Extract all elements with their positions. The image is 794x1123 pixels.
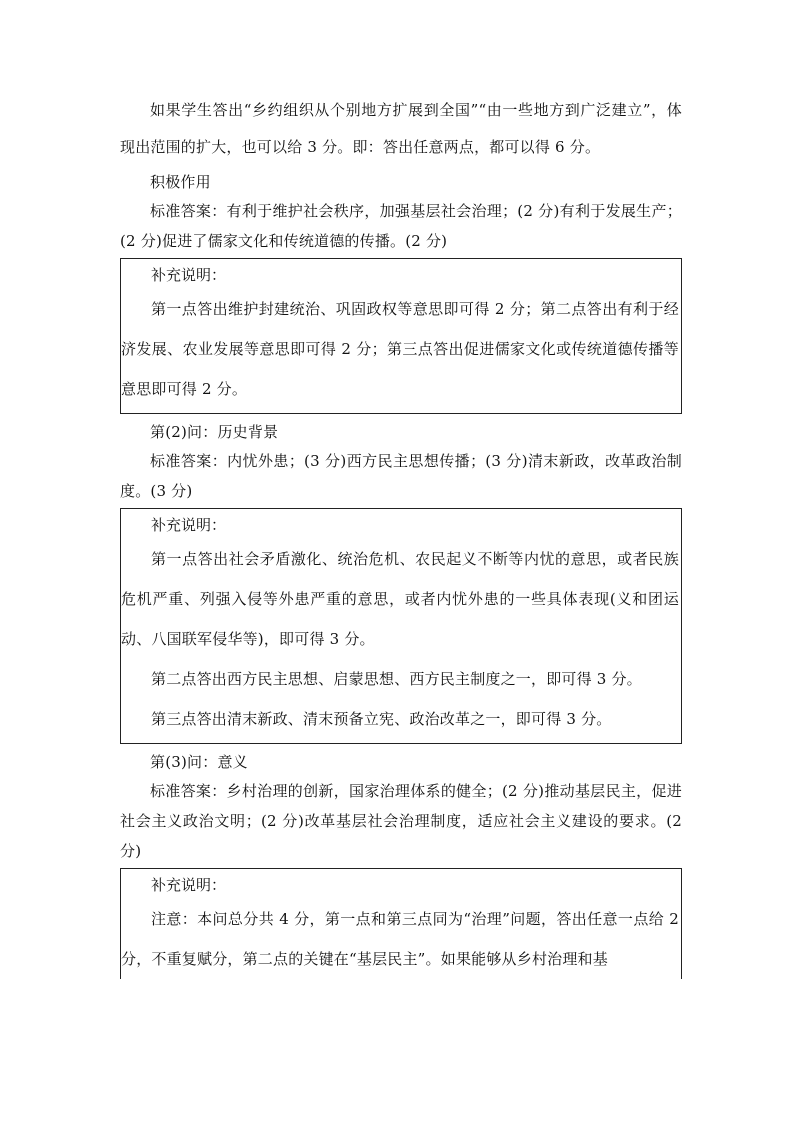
intro-paragraph: 如果学生答出“乡约组织从个别地方扩展到全国”“由一些地方到广泛建立”，体现出范围的扩大，也可以给 3 分。即：答出任意两点，都可以得 6 分。 bbox=[120, 101, 682, 156]
supplement-paragraph: 第三点答出清末新政、清末预备立宪、政治改革之一，即可得 3 分。 bbox=[151, 710, 612, 728]
supplement-paragraph: 第一点答出维护封建统治、巩固政权等意思即可得 2 分；第二点答出有利于经济发展、农业发展等意思即可得 2 分；第三点答出促进儒家文化或传统道德传播等意思即可得 2 分。 bbox=[121, 300, 679, 398]
supplement-label: 补充说明： bbox=[151, 266, 227, 284]
supplement-paragraph: 第一点答出社会矛盾激化、统治危机、农民起义不断等内忧的意思，或者民族危机严重、列强入侵等外患严重的意思，或者内忧外患的一些具体表现(义和团运动、八国联军侵华等)，即可得 3 分。 bbox=[121, 550, 679, 648]
supplement-paragraph: 第二点答出西方民主思想、启蒙思想、西方民主制度之一，即可得 3 分。 bbox=[151, 670, 642, 688]
section-heading-q3: 第(3)问：意义 bbox=[150, 753, 248, 771]
supplement-label: 补充说明： bbox=[151, 516, 227, 534]
supplement-box-q2 bbox=[120, 508, 682, 744]
standard-answer-positive: 标准答案：有利于维护社会秩序，加强基层社会治理；(2 分)有利于发展生产；(2 分)促进了儒家文化和传统道德的传播。(2 分) bbox=[120, 202, 682, 250]
standard-answer-q2: 标准答案：内忧外患；(3 分)西方民主思想传播；(3 分)清末新政，改革政治制度。(3 分) bbox=[120, 452, 682, 500]
supplement-box-positive bbox=[120, 258, 682, 414]
supplement-label: 补充说明： bbox=[151, 876, 227, 894]
supplement-paragraph: 注意：本问总分共 4 分，第一点和第三点同为“治理”问题，答出任意一点给 2 分，不重复赋分，第二点的关键在“基层民主”。如果能够从乡村治理和基 bbox=[121, 910, 679, 968]
section-heading-positive: 积极作用 bbox=[150, 173, 211, 191]
section-heading-q2: 第(2)问：历史背景 bbox=[150, 423, 279, 441]
document-content bbox=[120, 92, 682, 983]
standard-answer-q3: 标准答案：乡村治理的创新，国家治理体系的健全；(2 分)推动基层民主，促进社会主义政治文明；(2 分)改革基层社会治理制度，适应社会主义建设的要求。(2 分) bbox=[120, 782, 682, 860]
supplement-box-q3 bbox=[120, 868, 682, 979]
